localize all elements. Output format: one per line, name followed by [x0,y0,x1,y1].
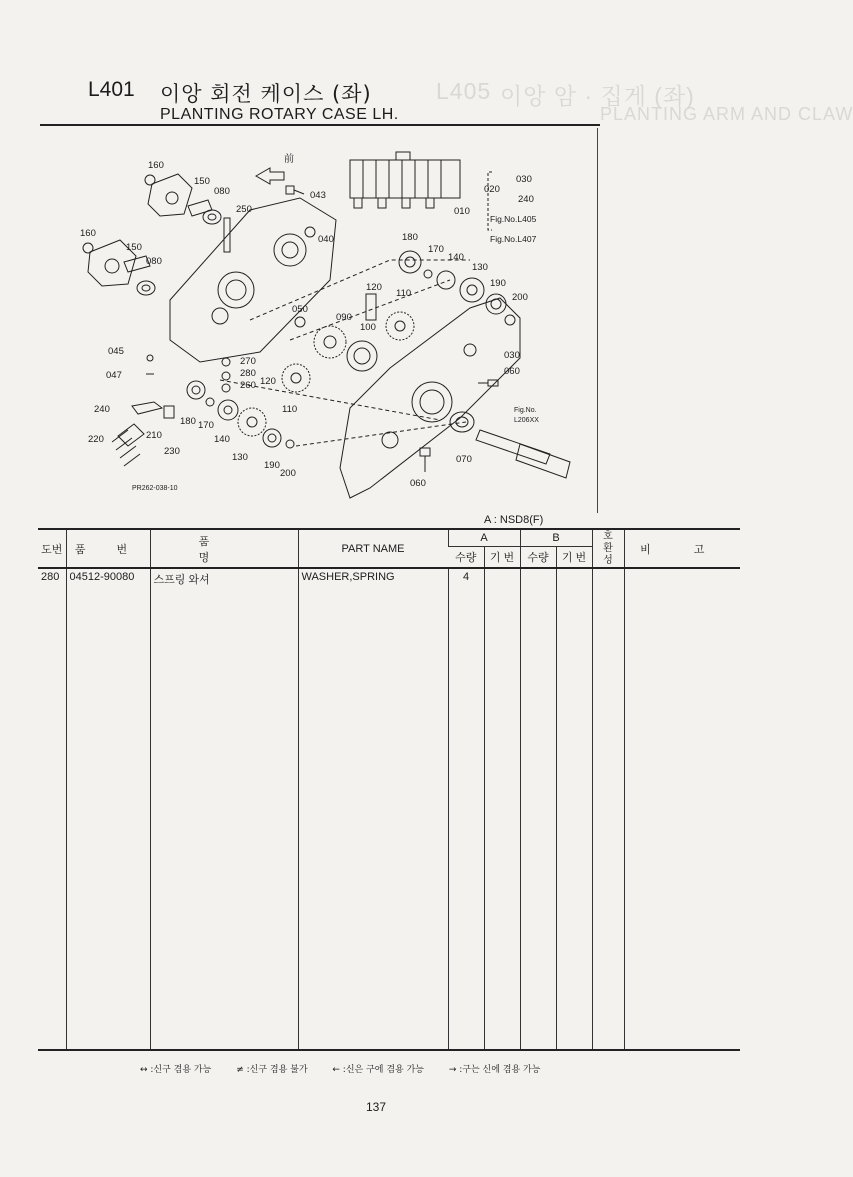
model-note: A : NSD8(F) [484,514,544,526]
col-name-ko: 품 명 [150,529,298,568]
ref-030: 030 [516,174,532,185]
callout-label: 070 [456,454,472,465]
ref-240: 240 [518,194,534,205]
callout-label: 180 [402,232,418,243]
callout-label: 110 [396,288,412,299]
callout-label: 080 [214,186,230,197]
callout-label: 160 [80,228,96,239]
front-arrow-icon [256,168,284,184]
col-part-no: 품 번 [66,529,150,568]
callout-label: 150 [126,242,142,253]
fig-ref-no: Fig.No. [514,407,537,414]
ref-020: 020 [484,184,500,195]
callout-label: 210 [146,430,162,441]
bleed-through-title-ko: 이앙 암 · 집게 (좌) [500,83,695,109]
col-part-name: PART NAME [298,529,448,568]
callout-label: 030 [504,350,520,361]
front-label: 前 [284,154,294,165]
col-qty-a: 수량 [448,547,484,569]
callout-label: 047 [106,370,122,381]
col-ref-no: 도번 [38,529,66,568]
callout-label: 200 [280,468,296,479]
legend-item: ≠ :신구 겸용 불가 [236,1065,308,1075]
cell-ref: 280 [41,571,60,583]
drawing-number: PR262-038-10 [132,485,178,492]
cell-model-b [556,568,592,587]
bleed-through-title-en: PLANTING ARM AND CLAW [600,104,853,124]
column-divider [597,128,598,513]
col-qty-b: 수량 [520,547,556,569]
section-title-ko: 이앙 회전 케이스 (좌) [160,82,372,106]
table-row [38,568,740,587]
col-group-a: A [448,529,520,547]
callout-label: 270 [240,356,256,367]
callout-label: 240 [94,404,110,415]
callout-label: 260 [240,380,256,391]
callout-label: 045 [108,346,124,357]
callout-label: 060 [410,478,426,489]
section-code: L401 [88,78,135,101]
col-interchange: 호환성 [592,529,624,568]
fig-ref-l405: Fig.No.L405 [490,214,537,224]
callout-label: 220 [88,434,104,445]
interchange-legend [140,1062,562,1075]
col-model-b: 기 번 [556,547,592,569]
exploded-parts-diagram [60,140,590,500]
callout-label: 170 [198,420,214,431]
header-rule [40,124,600,126]
col-remarks: 비 고 [624,529,740,568]
callout-label: 250 [236,204,252,215]
cell-name-ko: 스프링 와셔 [150,568,298,587]
fig-ref-l206: L206XX [514,417,539,424]
callout-label: 190 [490,278,506,289]
callout-label: 170 [428,244,444,255]
callout-label: 120 [260,376,276,387]
cell-model-a [484,568,520,587]
cell-qty-b [520,568,556,587]
legend-item: ↔ :신구 겸용 가능 [140,1065,212,1075]
callout-label: 060 [504,366,520,377]
callout-label: 043 [310,190,326,201]
page-number: 137 [366,1100,387,1114]
callout-label: 090 [336,312,352,323]
cell-remarks [624,568,740,587]
fig-ref-l407: Fig.No.L407 [490,234,537,244]
cell-part-name: WASHER,SPRING [298,568,448,587]
callout-label: 160 [148,160,164,171]
bleed-through-code: L405 [436,78,492,104]
ref-010: 010 [454,206,470,217]
callout-label: 080 [146,256,162,267]
table-empty-space [38,587,740,1050]
callout-label: 280 [240,368,256,379]
callout-label: 100 [360,322,376,333]
callout-label: 140 [214,434,230,445]
callout-label: 200 [512,292,528,303]
legend-item: → :구는 신에 겸용 가능 [448,1065,541,1075]
callout-label: 230 [164,446,180,457]
parts-table [38,528,740,1051]
callout-label: 190 [264,460,280,471]
col-group-b: B [520,529,592,547]
callout-label: 130 [472,262,488,273]
col-model-a: 기 번 [484,547,520,569]
callout-label: 130 [232,452,248,463]
cell-part-no: 04512-90080 [66,568,150,587]
callout-label: 180 [180,416,196,427]
callout-label: 110 [282,404,298,415]
section-title-en: PLANTING ROTARY CASE LH. [160,106,399,123]
callout-label: 140 [448,252,464,263]
callout-label: 120 [366,282,382,293]
callout-label: 040 [318,234,334,245]
callout-label: 150 [194,176,210,187]
cell-interchange [592,568,624,587]
cell-qty-a: 4 [448,568,484,587]
callout-label: 050 [292,304,308,315]
legend-item: ← :신은 구에 겸용 가능 [332,1065,424,1075]
